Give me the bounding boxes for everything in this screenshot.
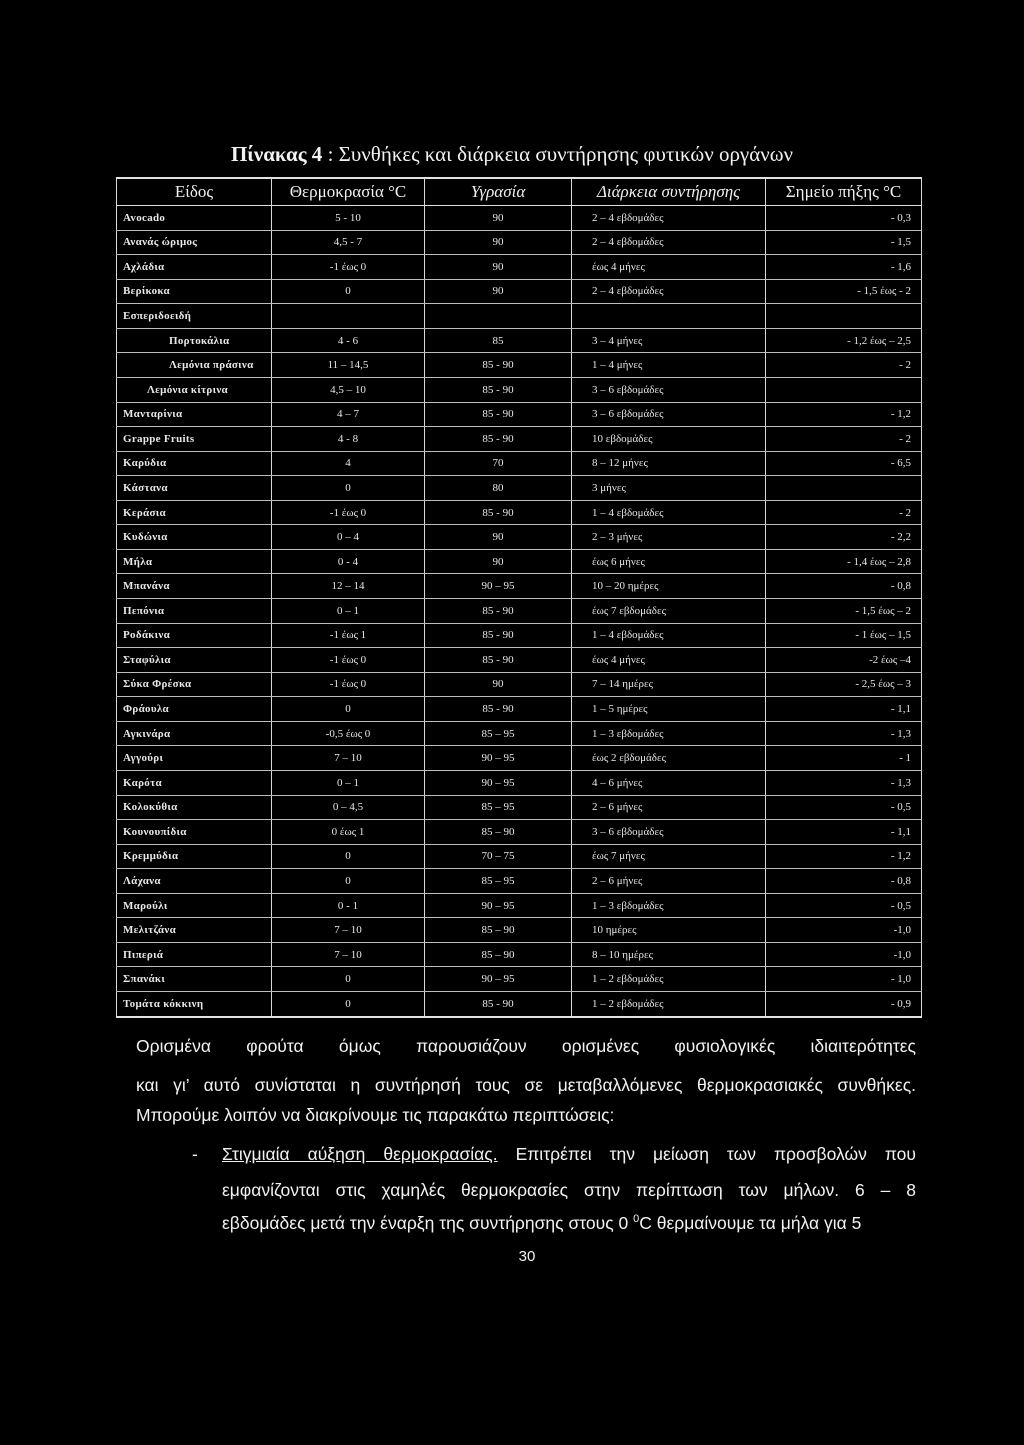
table-row (117, 549, 922, 574)
cell-humidity: 90 (425, 255, 572, 280)
cell-humidity: 90 (425, 279, 572, 304)
table-row (117, 844, 922, 869)
cell-humidity: 90 (425, 230, 572, 255)
cell-freezing-point: - 1 (766, 746, 922, 771)
cell-species: Ανανάς ώριμος (117, 230, 272, 255)
storage-conditions-table (116, 177, 922, 1018)
cell-species: Αγγούρι (117, 746, 272, 771)
cell-freezing-point: - 0,5 (766, 795, 922, 820)
cell-species: Κολοκύθια (117, 795, 272, 820)
cell-humidity: 85 - 90 (425, 377, 572, 402)
cell-freezing-point: -1,0 (766, 918, 922, 943)
cell-temperature: 0 - 1 (272, 893, 425, 918)
cell-temperature: -1 έως 0 (272, 672, 425, 697)
cell-duration: 1 – 3 εβδομάδες (572, 893, 766, 918)
cell-species: Σπανάκι (117, 967, 272, 992)
cell-temperature: -1 έως 0 (272, 500, 425, 525)
cell-species: Μπανάνα (117, 574, 272, 599)
cell-humidity: 90 – 95 (425, 770, 572, 795)
cell-temperature: 0 (272, 279, 425, 304)
cell-species: Καρότα (117, 770, 272, 795)
cell-duration: έως 7 εβδομάδες (572, 599, 766, 624)
cell-species: Μήλα (117, 549, 272, 574)
cell-duration: έως 7 μήνες (572, 844, 766, 869)
cell-freezing-point: - 1,5 έως – 2 (766, 599, 922, 624)
cell-freezing-point: - 1,5 έως - 2 (766, 279, 922, 304)
cell-temperature: -1 έως 0 (272, 648, 425, 673)
cell-humidity (425, 304, 572, 329)
cell-duration (572, 304, 766, 329)
cell-humidity: 85 - 90 (425, 599, 572, 624)
cell-temperature: 4,5 – 10 (272, 377, 425, 402)
header-humidity: Υγρασία (425, 178, 572, 206)
table-row (117, 672, 922, 697)
cell-humidity: 85 - 90 (425, 427, 572, 452)
cell-humidity: 85 – 90 (425, 942, 572, 967)
cell-humidity: 85 - 90 (425, 992, 572, 1017)
cell-duration: 2 – 3 μήνες (572, 525, 766, 550)
cell-duration: 2 – 4 εβδομάδες (572, 230, 766, 255)
table-row (117, 279, 922, 304)
table-row (117, 918, 922, 943)
cell-humidity: 70 (425, 451, 572, 476)
cell-humidity: 85 - 90 (425, 623, 572, 648)
cell-temperature: 7 – 10 (272, 918, 425, 943)
cell-temperature: -1 έως 0 (272, 255, 425, 280)
table-row (117, 893, 922, 918)
table-row (117, 476, 922, 501)
cell-freezing-point: -2 έως –4 (766, 648, 922, 673)
caption-title: Συνθήκες και διάρκεια συντήρησης φυτικών οργάνων (338, 142, 794, 166)
table-row (117, 230, 922, 255)
cell-freezing-point: - 1,4 έως – 2,8 (766, 549, 922, 574)
cell-species: Πορτοκάλια (117, 328, 272, 353)
header-freezing-point: Σημείο πήξης °C (766, 178, 922, 206)
cell-duration: 4 – 6 μήνες (572, 770, 766, 795)
table-row (117, 353, 922, 378)
cell-species: Αγκινάρα (117, 721, 272, 746)
cell-species: Φράουλα (117, 697, 272, 722)
header-storage-duration: Διάρκεια συντήρησης (572, 178, 766, 206)
cell-freezing-point: - 0,8 (766, 869, 922, 894)
table-row (117, 869, 922, 894)
cell-temperature: 11 – 14,5 (272, 353, 425, 378)
cell-duration: 1 – 4 εβδομάδες (572, 623, 766, 648)
cell-temperature: 12 – 14 (272, 574, 425, 599)
cell-species: Σύκα Φρέσκα (117, 672, 272, 697)
cell-temperature: 0 (272, 992, 425, 1017)
paragraph-line: Ορισμένα φρούτα όμως παρουσιάζουν ορισμένες φυσιολογικές ιδιαιτερότητες (136, 1036, 916, 1056)
cell-temperature: -0,5 έως 0 (272, 721, 425, 746)
page-number: 30 (518, 1248, 536, 1265)
cell-freezing-point: - 0,8 (766, 574, 922, 599)
cell-freezing-point: - 2,2 (766, 525, 922, 550)
table-header-row (117, 178, 922, 206)
cell-humidity: 90 – 95 (425, 574, 572, 599)
cell-freezing-point (766, 377, 922, 402)
cell-humidity: 85 – 95 (425, 795, 572, 820)
cell-temperature: 4,5 - 7 (272, 230, 425, 255)
cell-duration: 3 μήνες (572, 476, 766, 501)
table-row (117, 770, 922, 795)
paragraph-line: εμφανίζονται στις χαμηλές θερμοκρασίες στην περίπτωση των μήλων. 6 – 8 (222, 1180, 916, 1200)
cell-humidity: 85 - 90 (425, 697, 572, 722)
table-row (117, 992, 922, 1017)
table-row (117, 427, 922, 452)
cell-freezing-point: - 2,5 έως – 3 (766, 672, 922, 697)
table-row (117, 942, 922, 967)
cell-humidity: 90 (425, 206, 572, 231)
table-row (117, 721, 922, 746)
cell-duration: 1 – 3 εβδομάδες (572, 721, 766, 746)
bullet-heading: Στιγμιαία αύξηση θερμοκρασίας. (222, 1144, 498, 1164)
cell-species: Μαρούλι (117, 893, 272, 918)
cell-temperature: 0 (272, 697, 425, 722)
cell-species: Κάστανα (117, 476, 272, 501)
cell-freezing-point: - 0,3 (766, 206, 922, 231)
cell-temperature: 4 - 6 (272, 328, 425, 353)
bullet-item (222, 1144, 916, 1165)
cell-duration: 2 – 4 εβδομάδες (572, 279, 766, 304)
cell-humidity: 85 – 90 (425, 820, 572, 845)
cell-species: Κυδώνια (117, 525, 272, 550)
cell-duration: 1 – 5 ημέρες (572, 697, 766, 722)
table-row (117, 500, 922, 525)
cell-temperature: 0 έως 1 (272, 820, 425, 845)
cell-humidity: 90 – 95 (425, 893, 572, 918)
cell-temperature: 0 (272, 967, 425, 992)
cell-humidity: 90 (425, 549, 572, 574)
line6-part-b: C θερμαίνουμε τα μήλα για 5 (639, 1213, 862, 1233)
caption-separator: : (322, 142, 339, 166)
cell-species: Πεπόνια (117, 599, 272, 624)
cell-humidity: 85 - 90 (425, 353, 572, 378)
cell-freezing-point: - 1,0 (766, 967, 922, 992)
cell-humidity: 85 – 95 (425, 721, 572, 746)
cell-duration: 8 – 12 μήνες (572, 451, 766, 476)
cell-temperature: 0 – 1 (272, 770, 425, 795)
cell-freezing-point: - 1 έως – 1,5 (766, 623, 922, 648)
cell-temperature: 0 (272, 869, 425, 894)
cell-duration: 2 – 6 μήνες (572, 869, 766, 894)
cell-humidity: 90 – 95 (425, 746, 572, 771)
cell-temperature: 5 - 10 (272, 206, 425, 231)
cell-freezing-point: - 1,3 (766, 770, 922, 795)
cell-species: Σταφύλια (117, 648, 272, 673)
table-row (117, 304, 922, 329)
cell-freezing-point: - 1,2 έως – 2,5 (766, 328, 922, 353)
table-row (117, 648, 922, 673)
cell-freezing-point: - 2 (766, 500, 922, 525)
bullet-text: Επιτρέπει την μείωση των προσβολών που (497, 1144, 916, 1164)
cell-humidity: 85 – 90 (425, 918, 572, 943)
bullet-dash: - (192, 1144, 198, 1164)
cell-species: Μελιτζάνα (117, 918, 272, 943)
table-row (117, 746, 922, 771)
cell-species: Κρεμμύδια (117, 844, 272, 869)
cell-duration: 1 – 4 εβδομάδες (572, 500, 766, 525)
cell-duration: 1 – 2 εβδομάδες (572, 992, 766, 1017)
table-body (117, 206, 922, 1017)
cell-species: Εσπεριδοειδή (117, 304, 272, 329)
cell-duration: 1 – 4 μήνες (572, 353, 766, 378)
cell-freezing-point: - 1,2 (766, 402, 922, 427)
header-temperature: Θερμοκρασία °C (272, 178, 425, 206)
line6-part-a: εβδομάδες μετά την έναρξη της συντήρησης στους 0 (222, 1213, 634, 1233)
cell-temperature: -1 έως 1 (272, 623, 425, 648)
table-row (117, 402, 922, 427)
cell-freezing-point: - 1,1 (766, 697, 922, 722)
cell-species: Καρύδια (117, 451, 272, 476)
cell-duration: έως 6 μήνες (572, 549, 766, 574)
paragraph-line: και γι’ αυτό συνίσταται η συντήρησή τους σε μεταβαλλόμενες θερμοκρασιακές συνθήκες. (136, 1075, 916, 1095)
cell-temperature: 0 – 4 (272, 525, 425, 550)
cell-humidity: 85 - 90 (425, 648, 572, 673)
header-species: Είδος (117, 178, 272, 206)
table-row (117, 525, 922, 550)
cell-humidity: 90 (425, 672, 572, 697)
cell-species: Avocado (117, 206, 272, 231)
table-row (117, 967, 922, 992)
cell-duration: 3 – 4 μήνες (572, 328, 766, 353)
cell-freezing-point: - 2 (766, 427, 922, 452)
cell-species: Μανταρίνια (117, 402, 272, 427)
cell-temperature: 7 – 10 (272, 942, 425, 967)
cell-duration: 10 – 20 ημέρες (572, 574, 766, 599)
table-row (117, 377, 922, 402)
cell-species: Λεμόνια πράσινα (117, 353, 272, 378)
cell-humidity: 85 – 95 (425, 869, 572, 894)
cell-duration: 2 – 6 μήνες (572, 795, 766, 820)
cell-temperature: 7 – 10 (272, 746, 425, 771)
paragraph-line (222, 1213, 916, 1234)
table-row (117, 820, 922, 845)
cell-temperature: 4 - 8 (272, 427, 425, 452)
cell-duration: έως 4 μήνες (572, 255, 766, 280)
paragraph-line: Μπορούμε λοιπόν να διακρίνουμε τις παρακάτω περιπτώσεις: (136, 1105, 615, 1125)
table-row (117, 697, 922, 722)
cell-species: Αχλάδια (117, 255, 272, 280)
cell-duration: έως 4 μήνες (572, 648, 766, 673)
cell-species: Λάχανα (117, 869, 272, 894)
cell-duration: 3 – 6 εβδομάδες (572, 820, 766, 845)
cell-humidity: 85 - 90 (425, 500, 572, 525)
cell-freezing-point: - 1,6 (766, 255, 922, 280)
cell-freezing-point: - 1,1 (766, 820, 922, 845)
cell-species: Ροδάκινα (117, 623, 272, 648)
cell-temperature: 0 - 4 (272, 549, 425, 574)
cell-temperature: 4 (272, 451, 425, 476)
table-row (117, 574, 922, 599)
cell-freezing-point: - 1,2 (766, 844, 922, 869)
cell-freezing-point: - 0,9 (766, 992, 922, 1017)
cell-freezing-point: -1,0 (766, 942, 922, 967)
cell-species: Κεράσια (117, 500, 272, 525)
cell-temperature (272, 304, 425, 329)
caption-label: Πίνακας 4 (230, 142, 323, 166)
cell-duration: 3 – 6 εβδομάδες (572, 402, 766, 427)
cell-duration: 8 – 10 ημέρες (572, 942, 766, 967)
cell-freezing-point (766, 304, 922, 329)
cell-humidity: 70 – 75 (425, 844, 572, 869)
cell-temperature: 0 – 4,5 (272, 795, 425, 820)
cell-freezing-point (766, 476, 922, 501)
cell-duration: 7 – 14 ημέρες (572, 672, 766, 697)
cell-temperature: 0 – 1 (272, 599, 425, 624)
cell-freezing-point: - 6,5 (766, 451, 922, 476)
cell-duration: 1 – 2 εβδομάδες (572, 967, 766, 992)
cell-duration: 2 – 4 εβδομάδες (572, 206, 766, 231)
degree-superscript: 0 (633, 1213, 640, 1226)
cell-species: Τομάτα κόκκινη (117, 992, 272, 1017)
table-row (117, 599, 922, 624)
cell-duration: 10 εβδομάδες (572, 427, 766, 452)
table-row (117, 623, 922, 648)
cell-humidity: 85 - 90 (425, 402, 572, 427)
cell-duration: έως 2 εβδομάδες (572, 746, 766, 771)
cell-duration: 10 ημέρες (572, 918, 766, 943)
cell-freezing-point: - 2 (766, 353, 922, 378)
cell-freezing-point: - 0,5 (766, 893, 922, 918)
table-row (117, 451, 922, 476)
cell-freezing-point: - 1,5 (766, 230, 922, 255)
cell-species: Grappe Fruits (117, 427, 272, 452)
cell-humidity: 90 (425, 525, 572, 550)
table-row (117, 206, 922, 231)
cell-temperature: 4 – 7 (272, 402, 425, 427)
table-row (117, 255, 922, 280)
cell-humidity: 85 (425, 328, 572, 353)
cell-species: Πιπεριά (117, 942, 272, 967)
cell-temperature: 0 (272, 476, 425, 501)
table-row (117, 795, 922, 820)
cell-humidity: 80 (425, 476, 572, 501)
table-row (117, 328, 922, 353)
cell-temperature: 0 (272, 844, 425, 869)
cell-duration: 3 – 6 εβδομάδες (572, 377, 766, 402)
cell-species: Κουνουπίδια (117, 820, 272, 845)
table-caption (0, 142, 1024, 167)
cell-species: Βερίκοκα (117, 279, 272, 304)
cell-humidity: 90 – 95 (425, 967, 572, 992)
cell-freezing-point: - 1,3 (766, 721, 922, 746)
cell-species: Λεμόνια κίτρινα (117, 377, 272, 402)
